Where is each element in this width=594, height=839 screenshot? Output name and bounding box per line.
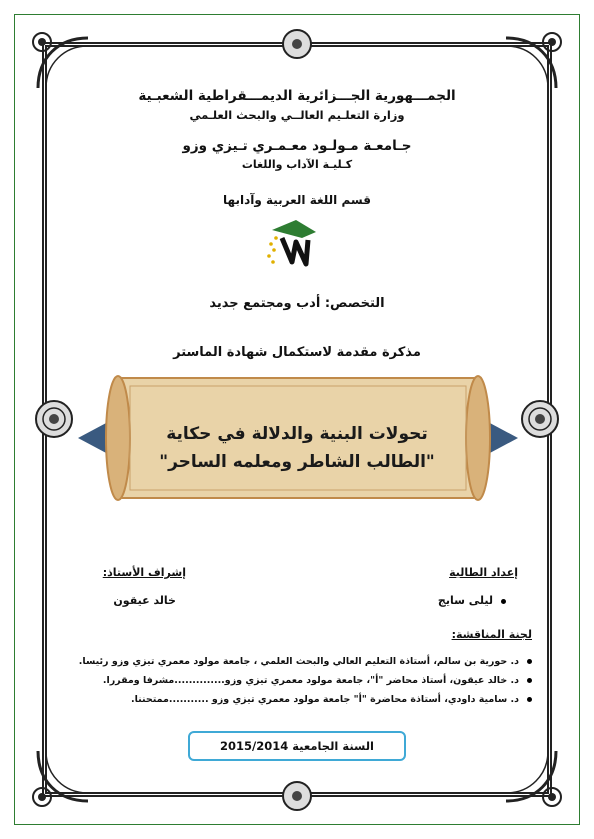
rose-ornament-right <box>516 395 564 443</box>
bullet-icon <box>527 678 532 683</box>
bullet-icon <box>527 697 532 702</box>
corner-ornament-bottom-right <box>496 741 566 811</box>
supervisor-name: خالد عيقون <box>113 594 176 607</box>
rose-ornament-bottom <box>273 772 321 820</box>
corner-ornament-bottom-left <box>28 741 98 811</box>
student-name: ليلى سايج <box>437 594 493 607</box>
faculty-name: كـليـة الآداب واللغات <box>241 158 353 171</box>
list-item: د. سامية داودي، أستاذة محاضرة "أ" جامعة مولود معمري تيزي وزو ...........ممتحننا. <box>62 694 532 705</box>
academic-year: السنة الجامعية 2015/2014 <box>188 731 406 761</box>
thesis-title-line-1: تحولات البنية والدلالة في حكاية <box>166 424 428 444</box>
ministry-name: وزارة التعلـيم العالــي والبحث العلـمي <box>189 108 405 122</box>
rose-ornament-top <box>273 20 321 68</box>
university-logo <box>262 212 326 270</box>
list-item: د. خالد عيقون، أستاذ محاضر "أ"، جامعة مولود معمري تيزي وزو..............مشرفا ومقررا. <box>62 675 532 686</box>
supervisor-label: إشراف الأستاذ: <box>102 566 186 579</box>
specialty: التخصص: أدب ومجتمع جديد <box>209 296 385 311</box>
bullet-icon <box>527 659 532 664</box>
republic-name: الجمـــهورية الجـــزائرية الديمـــقراطية الشعبـية <box>138 88 456 104</box>
university-name: جـامعـة مـولـود معـمـري تـيزي وزو <box>182 138 412 154</box>
rose-ornament-left <box>30 395 78 443</box>
bullet-icon <box>501 599 506 604</box>
list-item: د. حورية بن سالم، أستاذة التعليم العالي والبحث العلمي ، جامعة مولود معمري تيزي وزو رئيسا. <box>62 656 532 667</box>
memo-description: مذكرة مقدمة لاستكمال شهادة الماستر <box>173 345 421 360</box>
student-label: إعداد الطالبة <box>449 566 518 579</box>
department-name: قسم اللغة العربية وآدابها <box>223 193 371 207</box>
student-name-row <box>438 594 506 607</box>
committee-label: لجنة المناقشة: <box>451 628 532 641</box>
thesis-title-line-2: "الطالب الشاطر ومعلمه الساحر" <box>159 452 435 472</box>
